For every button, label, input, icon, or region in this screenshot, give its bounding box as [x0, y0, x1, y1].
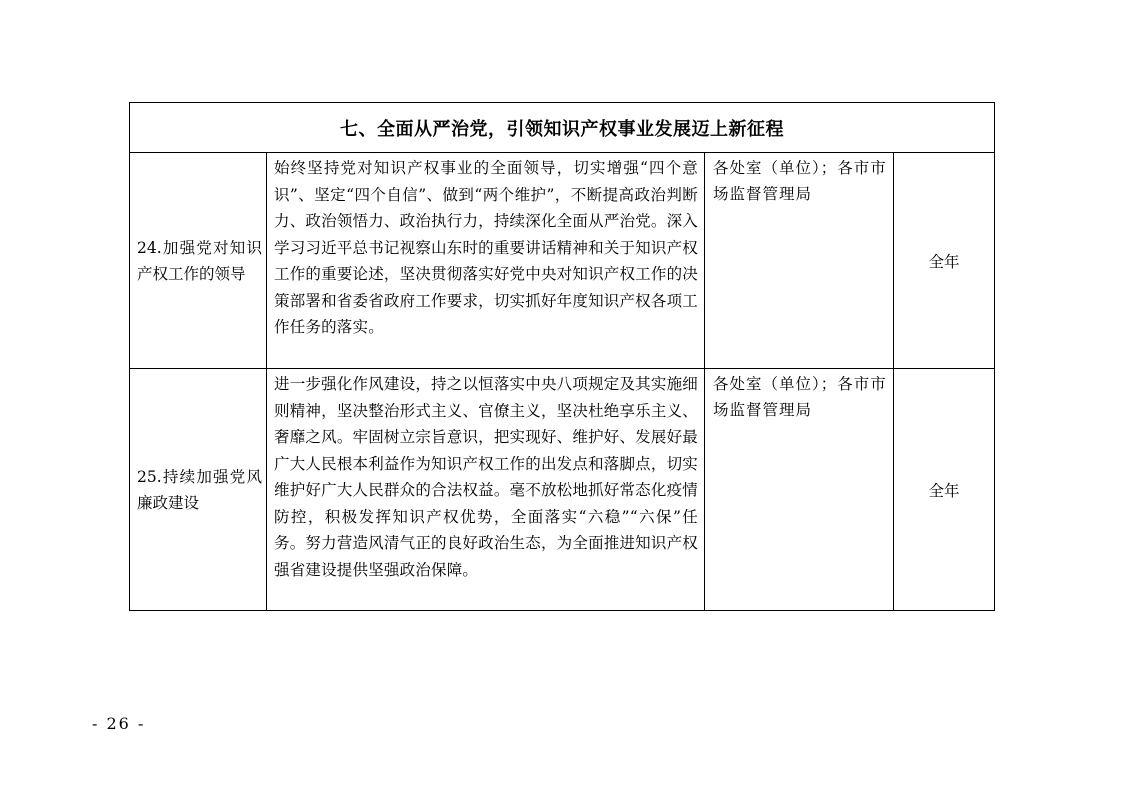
responsible-unit-cell: 各处室（单位）；各市市场监督管理局 [705, 153, 894, 369]
responsible-unit-cell: 各处室（单位）；各市市场监督管理局 [705, 369, 894, 611]
timeframe-cell: 全年 [894, 369, 995, 611]
task-content-cell: 始终坚持党对知识产权事业的全面领导，切实增强“四个意识”、坚定“四个自信”、做到“两个维护”，不断提高政治判断力、政治领悟力、政治执行力，持续深化全面从严治党。深入学习习近平总书记视察山东时的重要讲话精神和关于知识产权工作的重要论述，坚决贯彻落实好党中央对知识产权工作的决策部署和省委省政府工作要求，切实抓好年度知识产权各项工作任务的落实。 [267, 153, 705, 369]
timeframe-cell: 全年 [894, 153, 995, 369]
task-content-cell: 进一步强化作风建设，持之以恒落实中央八项规定及其实施细则精神，坚决整治形式主义、官僚主义，坚决杜绝享乐主义、奢靡之风。牢固树立宗旨意识，把实现好、维护好、发展好最广大人民根本利益作为知识产权工作的出发点和落脚点，切实维护好广大人民群众的合法权益。毫不放松地抓好常态化疫情防控，积极发挥知识产权优势，全面落实“六稳”“六保”任务。努力营造风清气正的良好政治生态，为全面推进知识产权强省建设提供坚强政治保障。 [267, 369, 705, 611]
section-header-row [130, 103, 995, 153]
table-row [130, 153, 995, 369]
task-name-cell: 25.持续加强党风廉政建设 [130, 369, 267, 611]
table-row [130, 369, 995, 611]
task-table [129, 102, 995, 611]
section-title: 七、全面从严治党，引领知识产权事业发展迈上新征程 [130, 103, 995, 153]
page-number: - 26 - [92, 714, 146, 733]
task-name-cell: 24.加强党对知识产权工作的领导 [130, 153, 267, 369]
